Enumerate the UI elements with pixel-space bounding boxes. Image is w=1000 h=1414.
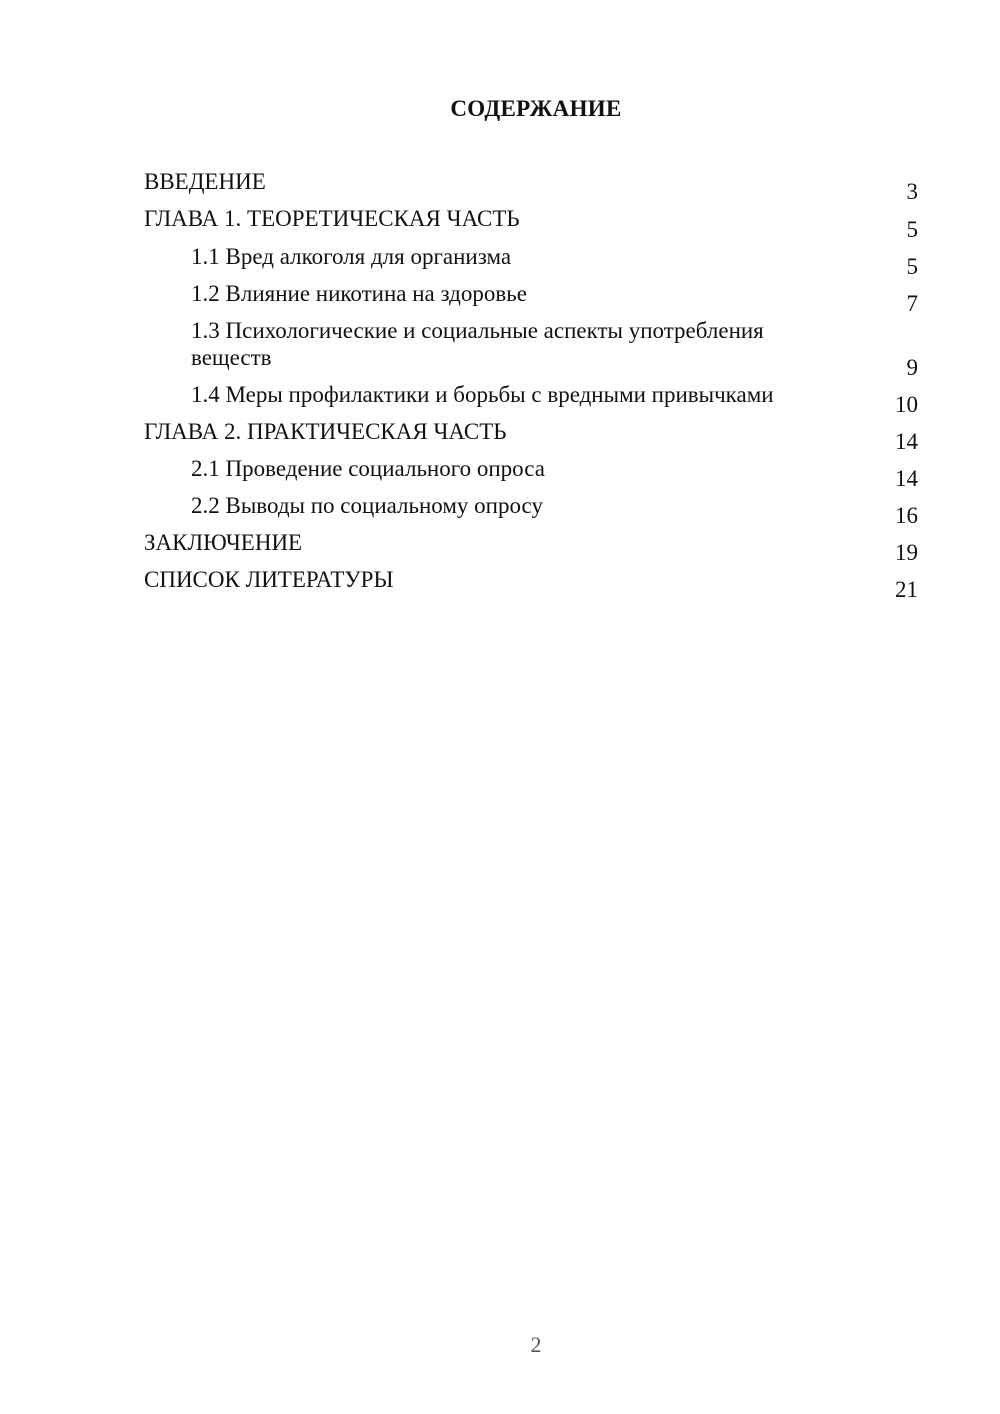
toc-entry-label: 2.2 Выводы по социальному опросу (191, 493, 543, 518)
toc-entry-label: ГЛАВА 1. ТЕОРЕТИЧЕСКАЯ ЧАСТЬ (144, 206, 520, 231)
toc-entry-page: 5 (906, 254, 918, 279)
toc-entry-label: СПИСОК ЛИТЕРАТУРЫ (144, 567, 394, 592)
toc-entry-page: 14 (895, 466, 918, 491)
toc-entry-introduction[interactable] (144, 168, 918, 205)
toc-entry-page: 16 (895, 503, 918, 528)
toc-entry-label: 1.2 Влияние никотина на здоровье (191, 281, 527, 306)
toc-entry-label: 1.4 Меры профилактики и борьбы с вредными привычками (191, 382, 774, 407)
toc-entry-chapter-2[interactable] (144, 418, 918, 455)
toc-entry-section-2-1[interactable] (144, 455, 918, 492)
toc-entry-label: ВВЕДЕНИЕ (144, 169, 266, 194)
toc-entry-page: 7 (906, 291, 918, 316)
toc-entry-label: 2.1 Проведение социального опроса (191, 456, 545, 481)
toc-entry-section-1-3[interactable] (144, 317, 918, 381)
toc-entry-section-1-2[interactable] (144, 280, 918, 317)
toc-entry-section-1-4[interactable] (144, 381, 918, 418)
toc-entry-label: ГЛАВА 2. ПРАКТИЧЕСКАЯ ЧАСТЬ (144, 419, 507, 444)
toc-entry-label: 1.3 Психологические и социальные аспекты употребления веществ (191, 318, 764, 370)
toc-entry-page: 21 (895, 577, 918, 602)
toc-entry-page: 19 (895, 540, 918, 565)
page-number: 2 (530, 1332, 542, 1357)
toc-entry-label: 1.1 Вред алкоголя для организма (191, 244, 512, 269)
toc-entry-page: 9 (906, 355, 918, 380)
table-of-contents (144, 168, 918, 603)
toc-entry-page: 10 (895, 392, 918, 417)
toc-entry-references[interactable] (144, 566, 918, 603)
toc-title: СОДЕРЖАНИЕ (450, 96, 622, 121)
toc-entry-section-2-2[interactable] (144, 492, 918, 529)
toc-entry-conclusion[interactable] (144, 529, 918, 566)
toc-entry-label: ЗАКЛЮЧЕНИЕ (144, 530, 303, 555)
toc-entry-page: 14 (895, 429, 918, 454)
toc-entry-section-1-1[interactable] (144, 243, 918, 280)
toc-entry-page: 5 (906, 217, 918, 242)
toc-entry-page: 3 (906, 179, 918, 204)
toc-entry-chapter-1[interactable] (144, 205, 918, 243)
